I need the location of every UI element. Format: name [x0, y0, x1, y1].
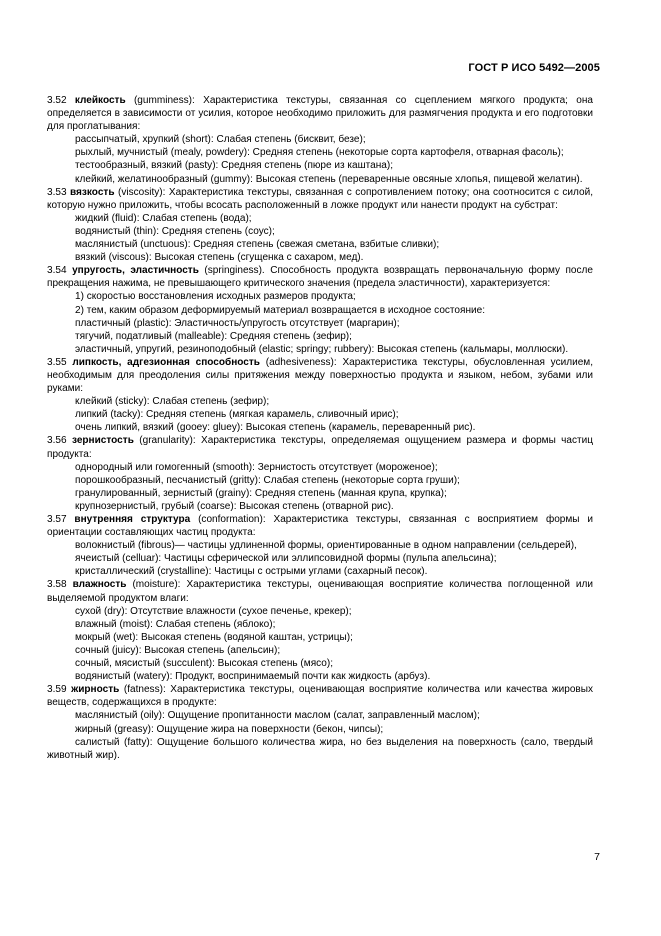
page-number: 7 [594, 851, 600, 863]
definition: (moisture): Характеристика текстуры, оценивающая восприятие количества поглощенной или выделяемой продуктом влаги: [47, 579, 594, 604]
section-3-58 [47, 578, 593, 604]
term: влажность [72, 579, 127, 591]
definition: (gumminess): Характеристика текстуры, связанная со сцеплением мягкого продукта; она определяется в зависимости от усилия, которое необходимо приложить для размягчения продукта и его подготовки для проглатывания: [47, 95, 593, 133]
term: упругость, эластичность [72, 265, 199, 277]
list-item: 1) скоростью восстановления исходных размеров продукта; [75, 291, 356, 303]
list-item: волокнистый (fibrous)— частицы удлиненной формы, ориентированные в одном направлении (сельдерей), [75, 540, 577, 552]
section-3-54 [47, 264, 593, 290]
list-item: клейкий (sticky): Слабая степень (зефир); [75, 396, 270, 408]
page-content [47, 94, 593, 762]
list-item: сочный, мясистый (succulent): Высокая степень (мясо); [75, 658, 333, 670]
list-item: эластичный, упругий, резиноподобный (elastic; springy; rubbery): Высокая степень (кальмары, моллюски). [75, 343, 569, 355]
list-item: жирный (greasy): Ощущение жира на поверхности (бекон, чипсы); [75, 723, 384, 735]
term: зернистость [71, 435, 134, 447]
term: липкость, адгезионная способность [72, 356, 260, 368]
list-item: маслянистый (oily): Ощущение пропитанности маслом (салат, заправленный маслом); [75, 710, 480, 722]
list-item: кристаллический (crystalline): Частицы с острыми углами (сахарный песок). [75, 566, 428, 578]
list-item: тестообразный, вязкий (pasty): Средняя степень (пюре из каштана); [75, 160, 394, 172]
section-number: 3.58 [47, 579, 67, 591]
list-item: однородный или гомогенный (smooth): Зернистость отсутствует (мороженое); [75, 461, 438, 473]
list-item: водянистый (thin): Средняя степень (соус); [75, 225, 275, 237]
list-item: жидкий (fluid): Слабая степень (вода); [75, 212, 252, 224]
list-item: маслянистый (unctuous): Средняя степень (свежая сметана, взбитые сливки); [75, 239, 440, 251]
definition: (fatness): Характеристика текстуры, оценивающая восприятие количества или качества жировых веществ, содержащихся в продукте: [47, 684, 593, 709]
section-3-59 [47, 683, 593, 709]
section-number: 3.54 [47, 265, 67, 277]
list-item: гранулированный, зернистый (grainy): Средняя степень (манная крупа, крупка); [75, 487, 447, 499]
section-number: 3.53 [47, 186, 67, 198]
list-item: крупнозернистый, грубый (coarse): Высокая степень (отварной рис). [75, 500, 394, 512]
term: вязкость [70, 186, 115, 198]
list-item: тягучий, податливый (malleable): Средняя степень (зефир); [75, 330, 352, 342]
list-item: влажный (moist): Слабая степень (яблоко); [75, 618, 276, 630]
list-item: мокрый (wet): Высокая степень (водяной каштан, устрицы); [75, 631, 353, 643]
list-item: липкий (tacky): Средняя степень (мягкая карамель, сливочный ирис); [75, 409, 399, 421]
list-item: сухой (dry): Отсутствие влажности (сухое печенье, крекер); [75, 605, 352, 617]
list-item: очень липкий, вязкий (gooey: gluey): Высокая степень (карамель, переваренный рис). [75, 422, 476, 434]
term: жирность [71, 684, 120, 696]
list-item: водянистый (watery): Продукт, воспринимаемый почти как жидкость (арбуз). [75, 671, 431, 683]
list-item: рыхлый, мучнистый (mealy, powdery): Средняя степень (некоторые сорта картофеля, отварная фасоль); [75, 147, 564, 159]
term: клейкость [74, 95, 126, 106]
standard-code-header: ГОСТ Р ИСО 5492—2005 [468, 62, 600, 74]
list-item: клейкий, желатинообразный (gummy): Высокая степень (переваренные овсяные хлопья, пищевой желатин). [75, 173, 583, 185]
definition: (viscosity): Характеристика текстуры, связанная с сопротивлением потоку; она соотносится с силой, которую нужно приложить, чтобы всосать расположенный в ложке продукт или нанести продукт на субстрат: [47, 186, 593, 211]
list-item: пластичный (plastic): Эластичность/упругость отсутствует (маргарин); [75, 317, 400, 329]
term: внутренняя структура [74, 514, 191, 525]
section-3-55 [47, 356, 593, 395]
definition: (adhesiveness): Характеристика текстуры, обусловленная усилием, необходимым для преодоления силы притяжения между поверхностью продукта и языком, небом, зубами или руками: [47, 356, 593, 395]
list-item: 2) тем, каким образом деформируемый материал возвращается в исходное состояние: [75, 304, 485, 316]
section-number: 3.59 [47, 684, 67, 696]
definition: (granularity): Характеристика текстуры, определяемая ощущением размера и формы частиц продукта: [47, 435, 593, 460]
list-item: порошкообразный, песчанистый (gritty): Слабая степень (некоторые сорта груши); [75, 474, 460, 486]
section-number: 3.52 [47, 95, 67, 106]
definition: (conformation): Характеристика текстуры, связанная с восприятием формы и ориентации составляющих частиц продукта: [47, 514, 593, 539]
section-number: 3.55 [47, 356, 67, 368]
section-3-56 [47, 434, 593, 460]
section-number: 3.56 [47, 435, 67, 447]
list-item: салистый (fatty): Ощущение большого количества жира, но без выделения на поверхность (сало, твердый животный жир). [47, 736, 593, 761]
section-number: 3.57 [47, 514, 67, 525]
list-item: сочный (juicy): Высокая степень (апельсин); [75, 644, 281, 656]
section-3-52 [47, 94, 593, 133]
section-3-57 [47, 513, 593, 539]
list-item: вязкий (viscous): Высокая степень (сгущенка с сахаром, мед). [75, 252, 364, 264]
list-item: рассыпчатый, хрупкий (short): Слабая степень (бисквит, безе); [75, 134, 366, 146]
section-3-53 [47, 186, 593, 212]
definition: (springiness). Способность продукта возвращать первоначальную форму после прекращения нажима, не превышающего критического значения (предела эластичности), характеризуется: [47, 265, 593, 290]
list-item: ячеистый (celluar): Частицы сферической или эллипсовидной формы (пульпа апельсина); [75, 553, 497, 565]
